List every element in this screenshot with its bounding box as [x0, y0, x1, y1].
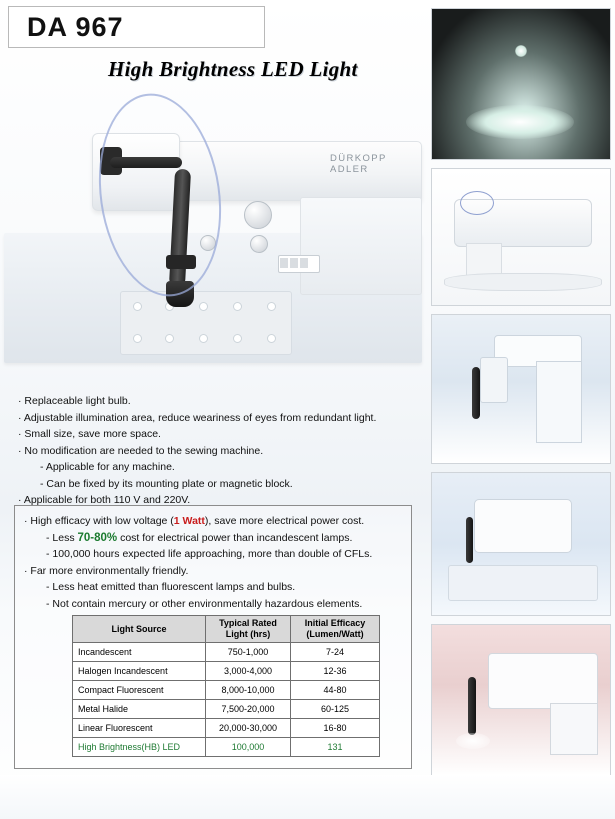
table-row: [73, 662, 380, 681]
photo-machine-post: [536, 361, 582, 443]
light-spot-glow: [466, 105, 574, 139]
photo-led-lamp: [472, 367, 480, 419]
plate-dot-icon: [133, 302, 142, 311]
table-row-highlight: [73, 738, 380, 757]
boxed-line2-pre: - Less: [46, 531, 78, 544]
drawing-machine-base: [444, 273, 602, 291]
photo-led-lamp: [468, 677, 476, 735]
plate-dot-icon: [133, 334, 142, 343]
photo-machine-body: [474, 499, 572, 553]
table-header-row: [73, 616, 380, 643]
table-header-cell: Typical Rated Light (hrs): [206, 616, 291, 643]
product-subtitle: High Brightness LED Light: [108, 57, 358, 81]
photo-column: [431, 8, 609, 784]
plate-dot-icon: [267, 334, 276, 343]
machine-illustration: [0, 85, 425, 385]
model-title-box: [8, 6, 265, 48]
bottom-decorative-band: [0, 775, 615, 819]
feature-item: · Adjustable illumination area, reduce weariness of eyes from redundant light.: [18, 411, 377, 424]
table-cell-source: Incandescent: [73, 643, 206, 662]
table-cell-hours: 750-1,000: [206, 643, 291, 662]
table-cell-source: Halogen Incandescent: [73, 662, 206, 681]
led-beam-in-dark-photo: [431, 8, 611, 160]
machine-knob-icon: [244, 201, 272, 229]
machine-brand-label: DÜRKOPP ADLER: [330, 153, 387, 175]
table-row: [73, 681, 380, 700]
feature-item: · Small size, save more space.: [18, 428, 161, 440]
watt-highlight: 1 Watt: [173, 515, 205, 527]
table-cell-source: Compact Fluorescent: [73, 681, 206, 700]
table-cell-efficacy: 44-80: [291, 681, 380, 700]
machine-panel: [278, 255, 320, 273]
machine-needle-plate: [120, 291, 292, 355]
led-light-glow: [456, 733, 490, 749]
page-title: DA 967: [27, 12, 124, 42]
table-cell-efficacy: 16-80: [291, 719, 380, 738]
boxed-feature-subitem: - 100,000 hours expected life approaching, more than double of CFLs.: [46, 548, 373, 560]
photo-machine-table: [448, 565, 598, 601]
table-cell-hours: 100,000: [206, 738, 291, 757]
feature-item: · Applicable for both 110 V and 220V.: [18, 494, 191, 506]
boxed-feature-subitem: - Not contain mercury or other environmentally hazardous elements.: [46, 597, 363, 610]
highlight-ellipse-icon: [460, 191, 494, 215]
table-header-cell: Initial Efficacy (Lumen/Watt): [291, 616, 380, 643]
photo-machine-body: [488, 653, 598, 709]
table-cell-source: Linear Fluorescent: [73, 719, 206, 738]
photo-led-lamp: [466, 517, 473, 563]
table-cell-efficacy: 60-125: [291, 700, 380, 719]
feature-item: · Replaceable light bulb.: [18, 395, 131, 407]
plate-dot-icon: [199, 334, 208, 343]
post-bed-machine-photo: [431, 314, 611, 464]
table-cell-efficacy: 7-24: [291, 643, 380, 662]
boxed-line2-post: cost for electrical power than incandescent lamps.: [117, 531, 353, 544]
table-header-cell: Light Source: [73, 616, 206, 643]
table-cell-efficacy: 12-36: [291, 662, 380, 681]
table-cell-hours: 20,000-30,000: [206, 719, 291, 738]
boxed-feature-subitem: - Less heat emitted than fluorescent lamps and bulbs.: [46, 581, 296, 593]
table-cell-source: Metal Halide: [73, 700, 206, 719]
table-row: [73, 719, 380, 738]
machine-knob-icon: [250, 235, 268, 253]
features-primary-list: [18, 393, 418, 509]
table-cell-hours: 8,000-10,000: [206, 681, 291, 700]
plate-dot-icon: [267, 302, 276, 311]
boxed-feature-subitem: [24, 530, 414, 547]
features-boxed-list: [24, 513, 414, 612]
plate-dot-icon: [233, 302, 242, 311]
table-cell-efficacy: 131: [291, 738, 380, 757]
plate-dot-icon: [199, 302, 208, 311]
table-cell-hours: 3,000-4,000: [206, 662, 291, 681]
juki-machine-with-led-photo: [431, 472, 611, 616]
plate-dot-icon: [165, 334, 174, 343]
photo-machine-column: [550, 703, 598, 755]
boxed-line1-pre: · High efficacy with low voltage (: [24, 515, 174, 527]
feature-subitem: - Applicable for any machine.: [40, 461, 175, 473]
boxed-line1-post: ), save more electrical power cost.: [204, 515, 365, 527]
feature-item: · No modification are needed to the sewing machine.: [18, 444, 264, 457]
led-bulb-glow: [515, 45, 527, 57]
machine-column: [300, 197, 422, 295]
table-cell-hours: 7,500-20,000: [206, 700, 291, 719]
red-background-machine-photo: [431, 624, 611, 776]
percent-highlight: 70-80%: [77, 531, 118, 544]
plate-dot-icon: [233, 334, 242, 343]
table-row: [73, 700, 380, 719]
table-row: [73, 643, 380, 662]
table-cell-source: High Brightness(HB) LED: [73, 738, 206, 757]
boxed-feature-item: [24, 513, 414, 530]
feature-subitem: - Can be fixed by its mounting plate or magnetic block.: [40, 477, 293, 490]
efficacy-table: [72, 615, 380, 757]
machine-with-led-line-drawing: [431, 168, 611, 306]
photo-machine-head: [480, 357, 508, 403]
boxed-feature-item: · Far more environmentally friendly.: [24, 564, 189, 577]
